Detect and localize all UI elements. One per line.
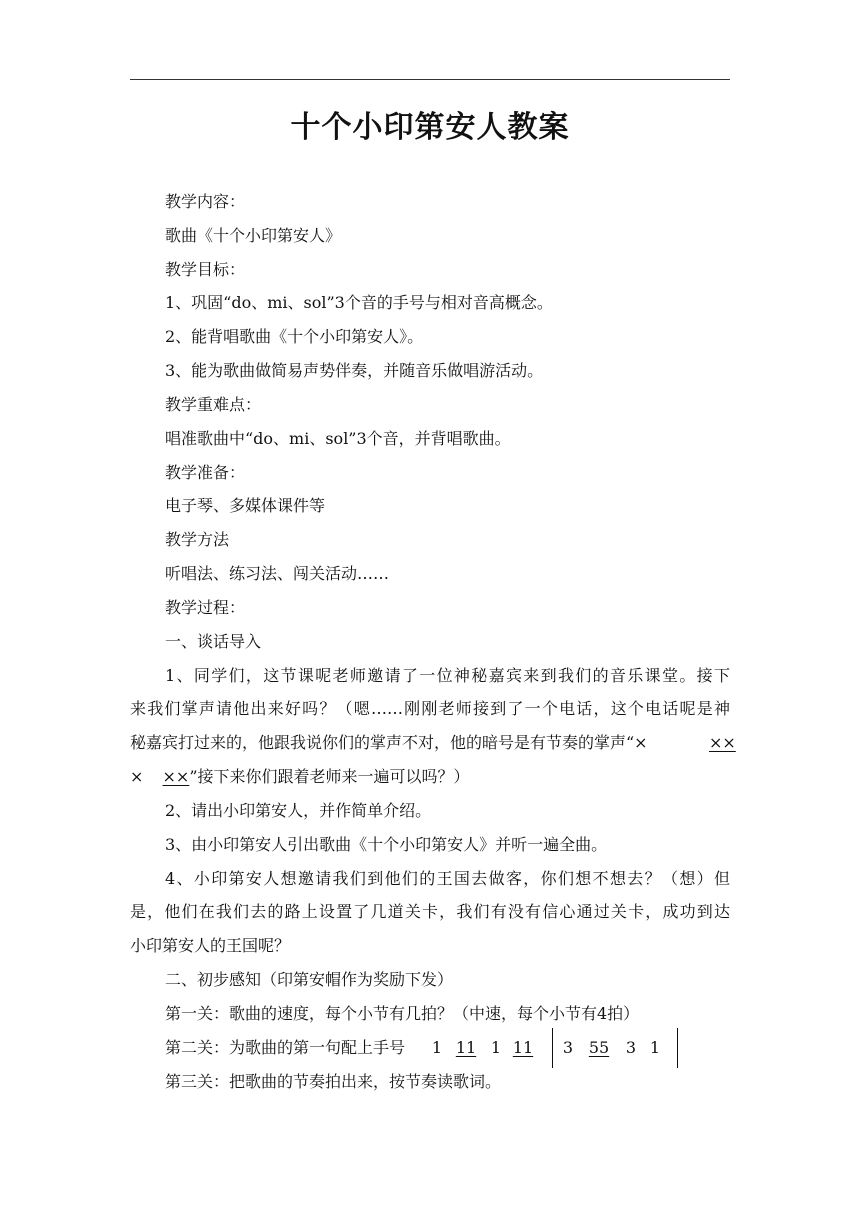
notation-note: 3 <box>562 1038 574 1057</box>
section-heading: 一、谈话导入 <box>165 632 262 651</box>
rhythm-mark: × <box>130 767 144 786</box>
heading-process: 教学过程： <box>165 598 246 617</box>
notation-note: 11 <box>512 1038 534 1057</box>
paragraph-text: 秘嘉宾打过来的，他跟我说你们的掌声不对，他的暗号是有节奏的掌声“× <box>130 733 648 752</box>
list-item: 1、巩固“do、mi、sol”3个音的手号与相对音高概念。 <box>165 293 553 312</box>
notation-note: 1 <box>490 1038 502 1057</box>
paragraph: 第一关：歌曲的速度，每个小节有几拍？（中速，每个小节有4拍） <box>165 1004 640 1023</box>
paragraph-line <box>130 731 736 755</box>
notation-note: 1 <box>649 1038 661 1057</box>
rhythm-mark: ×× <box>162 767 190 786</box>
heading-preparation: 教学准备： <box>165 463 246 482</box>
list-item: 2、能背唱歌曲《十个小印第安人》。 <box>165 327 424 346</box>
paragraph: 第二关：为歌曲的第一句配上手号 <box>165 1038 406 1057</box>
list-item: 2、请出小印第安人，并作简单介绍。 <box>165 801 432 820</box>
paragraph-line <box>130 765 730 789</box>
document-title: 十个小印第安人教案 <box>290 110 570 145</box>
notation-note: 55 <box>588 1038 610 1057</box>
list-item: 3、由小印第安人引出歌曲《十个小印第安人》并听一遍全曲。 <box>165 835 608 854</box>
paragraph-line: 小印第安人的王国呢？ <box>130 936 291 955</box>
list-item: 3、能为歌曲做简易声势伴奏，并随音乐做唱游活动。 <box>165 361 544 380</box>
paragraph-line: 4、小印第安人想邀请我们到他们的王国去做客，你们想不想去？（想）但 <box>165 869 730 888</box>
notation-note: 11 <box>455 1038 477 1057</box>
notation-measure-2 <box>560 1036 670 1060</box>
heading-teaching-goals: 教学目标： <box>165 260 246 279</box>
heading-methods: 教学方法 <box>165 530 230 549</box>
barline <box>552 1028 553 1068</box>
barline <box>677 1028 678 1068</box>
paragraph: 唱准歌曲中“do、mi、sol”3个音，并背唱歌曲。 <box>165 429 511 448</box>
notation-measure-1 <box>428 1036 540 1060</box>
paragraph: 听唱法、练习法、闯关活动…… <box>165 564 390 583</box>
heading-teaching-content: 教学内容： <box>165 192 246 211</box>
notation-note: 3 <box>625 1038 637 1057</box>
paragraph-line: 是，他们在我们去的路上设置了几道关卡，我们有没有信心通过关卡，成功到达 <box>130 902 730 921</box>
paragraph: 歌曲《十个小印第安人》 <box>165 226 342 245</box>
heading-key-points: 教学重难点： <box>165 395 262 414</box>
paragraph: 电子琴、多媒体课件等 <box>165 496 326 515</box>
notation-note: 1 <box>431 1038 443 1057</box>
header-rule <box>130 79 730 80</box>
rhythm-mark: ×× <box>709 733 736 752</box>
section-heading: 二、初步感知（印第安帽作为奖励下发） <box>165 970 454 989</box>
paragraph: 第三关：把歌曲的节奏拍出来，按节奏读歌词。 <box>165 1072 502 1091</box>
paragraph-line: 来我们掌声请他出来好吗？（嗯……刚刚老师接到了一个电话，这个电话呢是神 <box>130 699 730 718</box>
paragraph-text: ”接下来你们跟着老师来一遍可以吗？） <box>189 767 470 786</box>
paragraph-line: 1、同学们，这节课呢老师邀请了一位神秘嘉宾来到我们的音乐课堂。接下 <box>165 666 730 685</box>
